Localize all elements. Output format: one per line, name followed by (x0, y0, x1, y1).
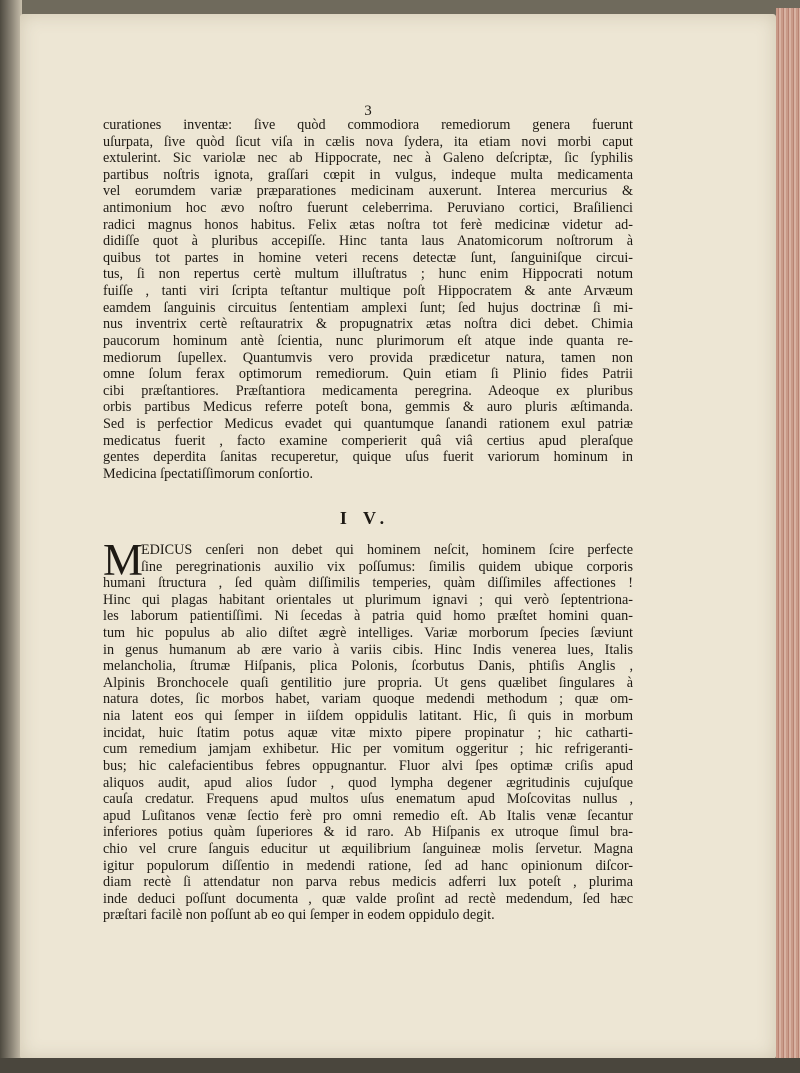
text-line: gentes deperdita ſanitas recuperetur, quique uſus fuerit variorum hominum in (103, 449, 633, 466)
text-line: aliquos audit, apud alios ſudor , quod lympha degener ægritudinis cujuſque (103, 774, 633, 791)
text-line: uſurpata, ſive quòd ſicut viſa in cælis nova ſydera, ita etiam novi morbi caput (103, 133, 633, 150)
text-line: tum hic populus ab alio diſtet ægrè intelliges. Variæ morborum ſpecies ſæviunt (103, 625, 633, 642)
text-line: fuiſſe , tanti viri ſcripta teſtantur multique poſt Hippocratem & ante Arvæum (103, 283, 633, 300)
text-line: quibus tot partes in homine veteri recens detectæ ſunt, ſanguiniſque circui- (103, 249, 633, 266)
book-gutter (0, 0, 22, 1073)
page-number: 3 (364, 103, 372, 119)
text-line: curationes inventæ: ſive quòd commodiora remediorum genera fuerunt (103, 117, 633, 133)
text-line: tus, ſi non repertus certè multum illuſtratus ; hunc enim Hippocrati notum (103, 266, 633, 283)
text-line: antimonium hoc ævo noſtro fuerunt celeberrima. Peruviano cortici, Braſilienci (103, 200, 633, 217)
section-heading: I V. (339, 508, 391, 528)
text-line: cum remedium jamjam exhibetur. Hic per vomitum oggeritur ; hic refrigeranti- (103, 741, 633, 758)
text-line: vel eorumdem variæ præparationes medicinam auxerunt. Interea mercurius & (103, 183, 633, 200)
page-stack-edge (776, 8, 800, 1068)
text-line: inde deduci poſſunt documenta , quæ valde proſint ad rectè medendum, ſed hæc (103, 890, 633, 907)
text-line: medicatus fuerit , facto examine comperierit quâ viâ certius apud pleraſque (103, 432, 633, 449)
text-line: melancholia, ſtrumæ Hiſpanis, plica Polonis, ſcorbutus Danis, phtiſis Anglis , (103, 658, 633, 675)
text-line: partibus noſtris ignota, graſſari cœpit in vulgus, indeque multa medicamenta (103, 166, 633, 183)
text-line: in genus humanum ab ære vario à variis cibis. Hinc Indis venerea lues, Italis (103, 641, 633, 658)
drop-cap: M (103, 535, 144, 585)
text-line: extulerint. Sic variolæ nec ab Hippocrate, nec à Galeno deſcriptæ, ſic ſyphilis (103, 150, 633, 167)
text-line: nia latent eos qui ſemper in iiſdem oppidulis latitant. Hic, ſi quis in morbum (103, 708, 633, 725)
text-line: chio vel crure ſanguis educitur ut æquilibrium ſanguineæ molis ſervetur. Magna (103, 840, 633, 857)
text-line: cibi præſtantiores. Præſtantiora medicamenta peregrina. Adeoque ex pluribus (103, 382, 633, 399)
text-line: Hinc qui plagas habitant orientales ut plurimum ignavi ; qui verò ſeptentriona- (103, 591, 633, 608)
paragraph-1 (103, 117, 633, 482)
text-line: Medicina ſpectatiſſimorum conſortio. (103, 465, 313, 482)
text-line: præſtari facilè non poſſunt ab eo qui ſemper in eodem oppidulo degit. (103, 907, 495, 924)
text-line: igitur populorum diſſentio in medendi ratione, ſed ad hanc opinionum diſcor- (103, 857, 633, 874)
paragraph-2 (103, 542, 633, 924)
text-line: bus; hic calefacientibus febres oppugnantur. Fluor alvi ſpes optimæ criſis apud (103, 757, 633, 774)
text-line: EDICUS cenſeri non debet qui hominem neſcit, hominem ſcire perfecte (141, 542, 633, 558)
text-line: ſine peregrinationis auxilio vix poſſumus: ſimilis quidem ubique corporis (141, 558, 633, 575)
text-line: les laborum patientiſſimi. Ni ſecedas à patria quid homo præſtet homini quan- (103, 608, 633, 625)
text-line: orbis partibus Medicus referre poteſt bona, gemmis & auro pluris æſtimanda. (103, 399, 633, 416)
text-line: apud Luſitanos venæ ſectio ferè pro omni remedio eſt. Ab Italis venæ ſecantur (103, 807, 633, 824)
text-line: nus inventrix certè reſtauratrix & propugnatrix ætas noſtra dici debet. Chimia (103, 316, 633, 333)
text-line: mediorum ſupellex. Quantumvis vero provida prædicetur natura, tamen non (103, 349, 633, 366)
text-line: omne ſolum ferax optimorum remediorum. Quin etiam ſi Plinio fides Patrii (103, 366, 633, 383)
bottom-shadow (0, 1058, 800, 1073)
text-line: humani ſtructura , ſed quàm diſſimilis temperies, quàm diſſimiles affectiones ! (103, 575, 633, 592)
text-line: paucorum hominum antè ſcientia, nunc plurimorum eſt atque inde quanta re- (103, 332, 633, 349)
text-line: natura dotes, ſic morbos habet, variam quoque medendi methodum ; quæ om- (103, 691, 633, 708)
text-line: Alpinis Bronchocele quaſi gentilitio jure propria. Ut gens quælibet ſingulares à (103, 674, 633, 691)
text-line: cauſa credatur. Frequens apud multos uſus enematum apud Moſcovitas nullus , (103, 791, 633, 808)
text-line: diam rectè ſi attendatur non parva rebus medicis adferri lux poteſt , plurima (103, 874, 633, 891)
text-line: inferiores potius quàm ſuperiores & id raro. Ab Hiſpanis ex utroque ſimul bra- (103, 824, 633, 841)
text-line: didiſſe quot à pluribus accepiſſe. Hinc tanta laus Anatomicorum noſtrorum à (103, 233, 633, 250)
text-line: eamdem ſanguinis circuitus ſententiam amplexi ſunt; ſed hujus doctrinæ ſi mi- (103, 299, 633, 316)
text-line: radici magnus honos habitus. Felix ætas noſtra tot ferè medicinæ videtur ad- (103, 216, 633, 233)
text-line: incidat, huic ſtatim potus aquæ vitæ mixto pipere propinatur ; hic catharti- (103, 724, 633, 741)
text-line: Sed is perfectior Medicus evadet qui quantumque ſanandi rationem exul patriæ (103, 415, 633, 432)
